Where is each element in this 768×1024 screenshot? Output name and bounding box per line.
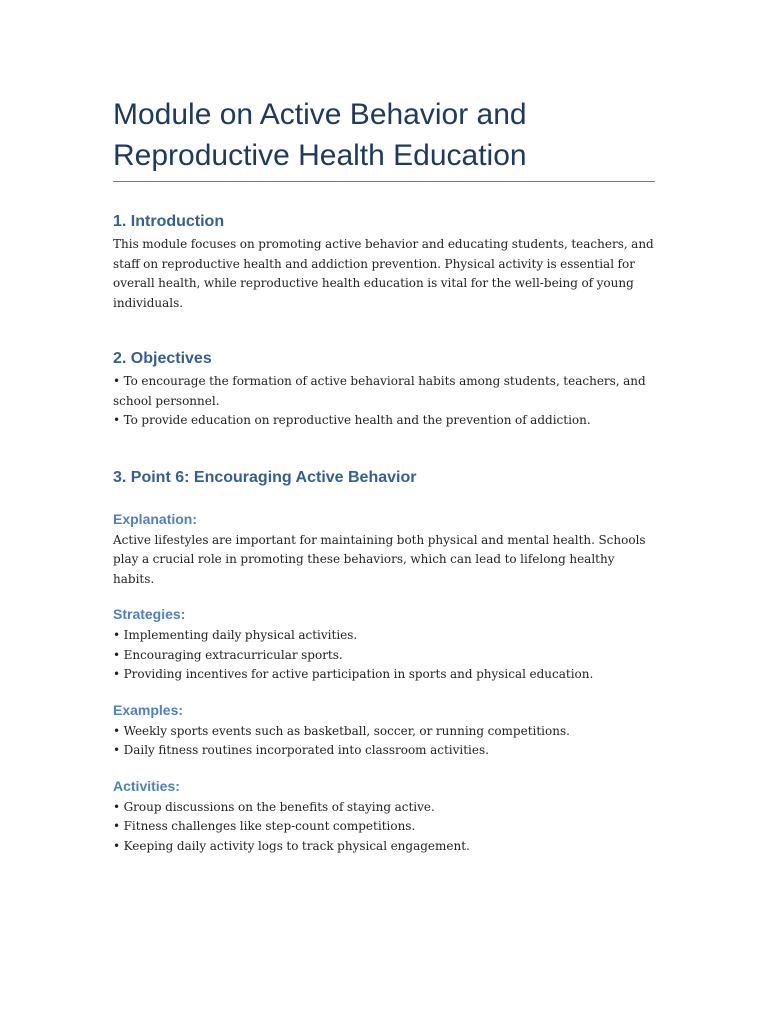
title-underline	[113, 181, 655, 182]
subheading-examples: Examples:	[113, 701, 184, 718]
explanation-paragraph: Active lifestyles are important for maintaining both physical and mental health. Schools play a crucial role in promoting these behaviors, which can lead to lifelong healthy habits.	[113, 532, 646, 586]
document-page	[113, 94, 655, 856]
objectives-list	[113, 372, 655, 431]
section-heading-introduction: 1. Introduction	[113, 213, 225, 230]
section-heading-point-6: 3. Point 6: Encouraging Active Behavior	[113, 468, 417, 486]
objective-item: • To provide education on reproductive health and the prevention of addiction.	[113, 413, 591, 427]
objective-item: • To encourage the formation of active behavioral habits among students, teachers, and school personnel.	[113, 374, 646, 408]
activities-list	[113, 798, 655, 857]
section-heading-objectives: 2. Objectives	[113, 350, 212, 367]
activity-item: • Keeping daily activity logs to track physical engagement.	[113, 838, 470, 853]
subheading-strategies: Strategies:	[113, 606, 186, 622]
title-line-1: Module on Active Behavior and	[113, 98, 527, 131]
examples-list	[113, 722, 655, 761]
subheading-activities: Activities:	[113, 777, 180, 794]
strategy-item: • Encouraging extracurricular sports.	[113, 647, 343, 662]
section-introduction	[113, 211, 655, 313]
introduction-paragraph: This module focuses on promoting active behavior and educating students, teachers, and staff on reproductive health and addiction prevention. Physical activity is essential for overall health, while reproductive health education is vital for the well-being of young individuals.	[113, 237, 654, 310]
section-point-6	[113, 467, 655, 857]
activity-item: • Fitness challenges like step-count competitions.	[113, 819, 416, 833]
strategies-list	[113, 626, 655, 685]
activity-item: • Group discussions on the benefits of staying active.	[113, 799, 435, 814]
example-item: • Weekly sports events such as basketball, soccer, or running competitions.	[113, 723, 570, 738]
example-item: • Daily fitness routines incorporated into classroom activities.	[113, 743, 489, 757]
document-title	[113, 94, 655, 176]
strategy-item: • Providing incentives for active participation in sports and physical education.	[113, 667, 594, 681]
title-line-2: Reproductive Health Education	[113, 139, 527, 172]
section-objectives	[113, 348, 655, 431]
subheading-explanation: Explanation:	[113, 510, 198, 527]
strategy-item: • Implementing daily physical activities.	[113, 628, 358, 642]
